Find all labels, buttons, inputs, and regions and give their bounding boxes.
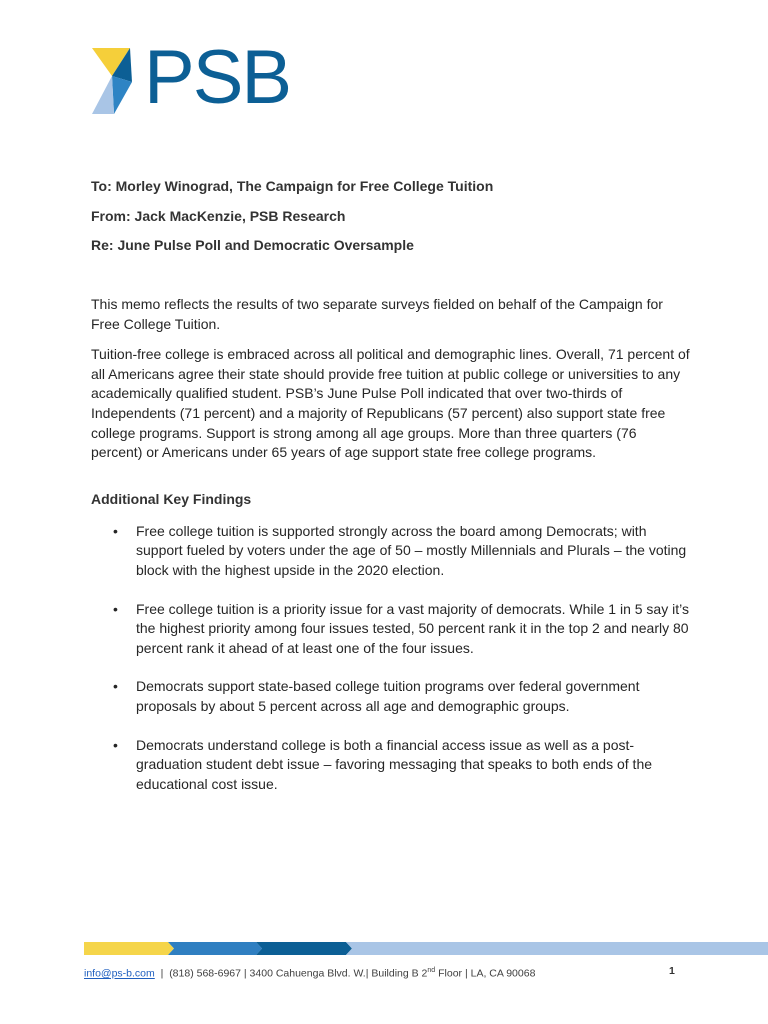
finding-item <box>91 600 691 659</box>
finding-text: Free college tuition is supported strongly across the board among Democrats; with support fueled by voters under the age of 50 – mostly Millennials and Plurals – the voting block with the highest upside in the 2020 election. <box>136 522 687 578</box>
bullet-icon: • <box>113 600 118 617</box>
findings-list <box>91 522 691 795</box>
memo-re: Re: June Pulse Poll and Democratic Oversample <box>91 237 414 253</box>
footer-contact <box>84 964 684 981</box>
finding-item <box>91 736 691 795</box>
finding-text: Democrats support state-based college tuition programs over federal government proposals by about 5 percent across all age and demographic groups. <box>136 678 640 714</box>
footer-address-end: Floor | LA, CA 90068 <box>435 967 536 980</box>
page-number: 1 <box>669 965 675 977</box>
footer-email-link[interactable]: info@ps-b.com <box>84 967 155 980</box>
bullet-icon: • <box>113 736 118 753</box>
psb-logo-text: PSB <box>144 35 291 120</box>
footer-address-sup: nd <box>427 967 436 974</box>
intro-paragraph: This memo reflects the results of two separate surveys fielded on behalf of the Campaign for Free College Tuition. <box>91 296 663 332</box>
memo-header <box>91 177 691 266</box>
finding-text: Free college tuition is a priority issue for a vast majority of democrats. While 1 in 5 say it’s the highest priority among four issues tested, 50 percent rank it in the top 2 and nearly 80 percent rank it ahead of at least one of the four issues. <box>136 600 689 656</box>
bullet-icon: • <box>113 522 118 539</box>
finding-item <box>91 677 691 716</box>
footer-separator: | <box>154 967 170 980</box>
footer-color-bar <box>84 942 768 955</box>
finding-item <box>91 522 691 581</box>
memo-from: From: Jack MacKenzie, PSB Research <box>91 207 346 224</box>
summary-paragraph: Tuition-free college is embraced across all political and demographic lines. Overall, 71 percent of all Americans agree their state should provide free tuition at public college or universities to any academically qualified student. PSB’s June Pulse Poll indicated that over two-thirds of Independents (71 percent) and a majority of Republicans (57 percent) also support state free college programs. Support is strong among all age groups. More than three quarters (76 percent) or Americans under 65 years of age support state free college programs. <box>91 346 690 461</box>
footer-address: (818) 568-6967 | 3400 Cahuenga Blvd. W.| Building B 2 <box>169 967 428 980</box>
memo-body <box>91 295 691 813</box>
psb-logo-mark <box>92 46 150 116</box>
findings-heading: Additional Key Findings <box>91 490 252 507</box>
bullet-icon: • <box>113 678 118 695</box>
psb-logo <box>92 35 291 120</box>
finding-text: Democrats understand college is both a financial access issue as well as a post-graduation student debt issue – favoring messaging that speaks to both ends of the educational cost issue. <box>136 736 653 792</box>
memo-to: To: Morley Winograd, The Campaign for Free College Tuition <box>91 178 494 194</box>
